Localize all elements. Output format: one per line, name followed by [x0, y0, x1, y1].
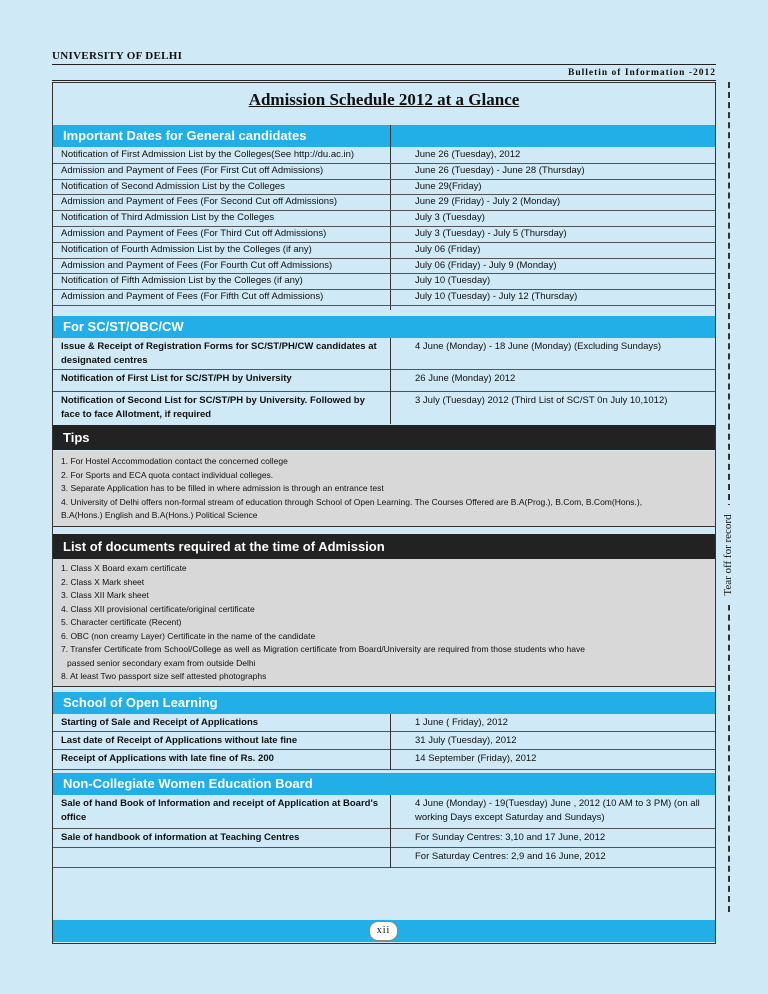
sc-column-divider	[390, 338, 391, 424]
page-number: xii	[369, 921, 398, 941]
table-row: For Saturday Centres: 2,9 and 16 June, 2012	[53, 848, 715, 868]
event-cell: Admission and Payment of Fees (For Second Cut off Admissions)	[61, 196, 337, 208]
table-row	[53, 274, 715, 290]
event-cell: Notification of Second Admission List by the Colleges	[61, 180, 285, 192]
table-row: Starting of Sale and Receipt of Applications 1 June ( Friday), 2012	[53, 714, 715, 732]
tip-line: 3. Separate Application has to be filled in where admission is through an entrance test	[61, 483, 384, 493]
date-cell: July 3 (Tuesday) - July 5 (Thursday)	[415, 228, 567, 239]
page-title: Admission Schedule 2012 at a Glance	[248, 90, 520, 109]
document-line: 1. Class X Board exam certificate	[61, 563, 187, 573]
document-line: passed senior secondary exam from outside Delhi	[67, 657, 256, 668]
documents-list	[53, 559, 715, 687]
university-name: UNIVERSITY OF DELHI	[52, 50, 183, 62]
event-cell: Admission and Payment of Fees (For First Cut off Admissions)	[61, 164, 324, 176]
table-row: Receipt of Applications with late fine of Rs. 200 14 September (Friday), 2012	[53, 750, 715, 770]
document-line: 4. Class XII provisional certificate/original certificate	[61, 603, 255, 614]
table-row	[53, 290, 715, 306]
tips-header: Tips	[53, 425, 715, 450]
sol-header: School of Open Learning	[53, 692, 715, 714]
table-row	[53, 243, 715, 259]
date-cell: July 06 (Friday) - July 9 (Monday)	[415, 259, 557, 271]
sc-st-header: For SC/ST/OBC/CW	[53, 316, 715, 338]
tip-line: 4. University of Delhi offers non-formal stream of education through School of Open Learning. The Courses Offered are B.A(Prog.), B.Com, B.Com(Hons.),	[61, 496, 643, 507]
general-dates-header: Important Dates for General candidates	[53, 125, 715, 147]
event-cell: Notification of Fourth Admission List by the Colleges (if any)	[61, 243, 312, 255]
header-rule	[52, 64, 716, 65]
table-row	[53, 227, 715, 243]
tear-off-label: Tear off for record	[716, 505, 740, 605]
document-line: 8. At least Two passport size self attested photographs	[61, 671, 267, 681]
document-line: 7. Transfer Certificate from School/College as well as Migration certificate from Board/University are required from those students who have	[61, 644, 585, 654]
table-row	[53, 259, 715, 275]
date-cell: July 10 (Tuesday)	[415, 275, 491, 287]
date-cell: July 10 (Tuesday) - July 12 (Thursday)	[415, 291, 578, 303]
table-row	[53, 211, 715, 227]
documents-header: List of documents required at the time of Admission	[53, 534, 715, 559]
document-line: 2. Class X Mark sheet	[61, 576, 145, 587]
date-cell: July 3 (Tuesday)	[415, 212, 485, 224]
tip-line: B.A(Hons.) English and B.A(Hons.) Political Science	[61, 510, 258, 520]
table-row	[53, 180, 715, 196]
event-cell: Notification of Fifth Admission List by the Colleges (if any)	[61, 275, 303, 287]
table-row: Last date of Receipt of Applications without late fine 31 July (Tuesday), 2012	[53, 732, 715, 750]
document-line: 6. OBC (non creamy Layer) Certificate in the name of the candidate	[61, 630, 316, 641]
header-rule-2	[52, 80, 716, 81]
tip-line: 1. For Hostel Accommodation contact the concerned college	[61, 456, 288, 466]
ncweb-header: Non-Collegiate Women Education Board	[53, 773, 715, 795]
event-cell: Admission and Payment of Fees (For Fifth Cut off Admissions)	[61, 291, 324, 303]
date-cell: June 26 (Tuesday) - June 28 (Thursday)	[415, 164, 585, 176]
ncweb-column-divider	[390, 795, 391, 868]
event-cell: Admission and Payment of Fees (For Fourth Cut off Admissions)	[61, 259, 333, 271]
bulletin-title: Bulletin of Information -2012	[567, 68, 716, 78]
document-line: 5. Character certificate (Recent)	[61, 617, 182, 627]
event-cell: Notification of First Admission List by the Colleges(See http://du.ac.in)	[61, 149, 355, 160]
table-row: Issue & Receipt of Registration Forms for SC/ST/PH/CW candidates at designated centres 4 June (Monday) - 18 June (Monday) (Excluding Sundays)	[53, 338, 715, 370]
date-cell: July 06 (Friday)	[415, 243, 481, 255]
table-row: Sale of handbook of information at Teaching Centres For Sunday Centres: 3,10 and 17 June, 2012	[53, 829, 715, 848]
tear-off-line	[728, 82, 730, 912]
table-row: Notification of Second List for SC/ST/PH by University. Followed by face to face Allotment, if required 3 July (Tuesday) 2012 (Third List of SC/ST 0n July 10,1012)	[61, 395, 668, 420]
table-row	[53, 148, 715, 164]
date-cell: June 26 (Tuesday), 2012	[415, 149, 521, 160]
tip-line: 2. For Sports and ECA quota contact individual colleges.	[61, 469, 274, 480]
table-row	[53, 195, 715, 211]
date-cell: June 29(Friday)	[415, 180, 482, 192]
date-cell: June 29 (Friday) - July 2 (Monday)	[415, 196, 561, 208]
table-row	[53, 164, 715, 180]
table-row: Notification of First List for SC/ST/PH by University 26 June (Monday) 2012	[53, 370, 715, 392]
event-cell: Admission and Payment of Fees (For Third Cut off Admissions)	[61, 228, 327, 239]
event-cell: Notification of Third Admission List by the Colleges	[61, 212, 275, 224]
sol-column-divider	[390, 714, 391, 770]
table-row: Sale of hand Book of Information and receipt of Application at Board's office 4 June (Monday) - 19(Tuesday) June , 2012 (10 AM to 3 PM) (on all working Days except Saturday and Sundays)	[53, 795, 715, 829]
document-line: 3. Class XII Mark sheet	[61, 590, 149, 600]
tips-list	[53, 451, 715, 527]
